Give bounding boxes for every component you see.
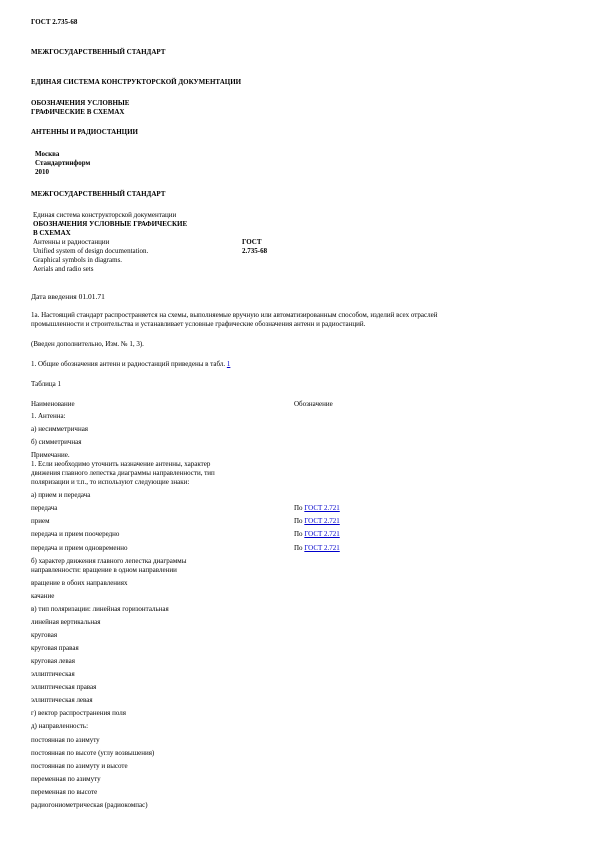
interstate-standard-heading-2: МЕЖГОСУДАРСТВЕННЫЙ СТАНДАРТ [31, 190, 166, 198]
column-header-designation: Обозначение [294, 400, 333, 408]
table-1-link[interactable]: 1 [226, 360, 231, 368]
title-block-line: Антенны и радиостанции [33, 238, 110, 246]
title-block-line: Graphical symbols in diagrams. [33, 256, 123, 264]
table-title: Таблица 1 [31, 380, 61, 388]
row-designation [294, 530, 340, 539]
paragraph-1-text: 1. Общие обозначения антенн и радиостанций приведены в табл. [31, 360, 226, 368]
row-designation [294, 504, 340, 513]
row-name: переменная по азимуту [31, 774, 101, 783]
row-name: эллиптическая правая [31, 683, 97, 692]
row-name: д) направленность: [31, 722, 89, 731]
amendment-note: (Введен дополнительно, Изм. № 1, 3). [31, 340, 144, 348]
row-name: качание [31, 591, 55, 600]
row-name: постоянная по высоте (углу возвышения) [31, 748, 155, 757]
row-name: б) симметричная [31, 438, 82, 447]
row-name: б) характер движения главного лепестка диаграммы [31, 556, 187, 565]
title-block-line: В СХЕМАХ [33, 229, 71, 237]
paragraph-1 [31, 360, 230, 369]
row-name: передача и прием поочередно [31, 530, 120, 539]
row-name: круговая [31, 630, 58, 639]
column-header-name: Наименование [31, 400, 75, 408]
row-name: Примечание. [31, 451, 70, 460]
row-name: круговая правая [31, 644, 79, 653]
gost-label: ГОСТ [242, 238, 262, 246]
row-name: а) несимметричная [31, 425, 89, 434]
title-block-line: ОБОЗНАЧЕНИЯ УСЛОВНЫЕ ГРАФИЧЕСКИЕ [33, 220, 188, 228]
row-name: прием [31, 517, 50, 526]
intro-date: Дата введения 01.01.71 [31, 292, 105, 301]
designation-prefix: По [294, 517, 305, 526]
city: Москва [35, 150, 60, 158]
paragraph-1a-line-2: промышленности и строительства и устанавливает условные графические обозначения антенн и радиостанций. [31, 320, 366, 328]
row-name: передача [31, 504, 58, 513]
row-name: 1. Антенна: [31, 412, 66, 420]
title-block-line: Aerials and radio sets [33, 265, 94, 273]
row-name: движения главного лепестка диаграммы направленности, тип [31, 469, 215, 478]
row-designation [294, 517, 340, 526]
gost-2-721-link[interactable]: ГОСТ 2.721 [304, 517, 340, 526]
designation-prefix: По [294, 530, 305, 539]
paragraph-1a-line-1: 1а. Настоящий стандарт распространяется на схемы, выполняемые вручную или автоматизированным способом, изделий всех отраслей [31, 311, 438, 319]
publisher: Стандартинформ [35, 159, 91, 167]
row-name: круговая левая [31, 657, 75, 666]
gost-2-721-link[interactable]: ГОСТ 2.721 [304, 543, 340, 552]
row-name: линейная вертикальная [31, 617, 101, 626]
row-name: в) тип поляризации: линейная горизонтальная [31, 604, 169, 613]
year: 2010 [35, 168, 49, 176]
gost-number: 2.735-68 [242, 247, 268, 255]
designation-prefix: По [294, 504, 305, 513]
title-block-line: Единая система конструкторской документации [33, 211, 177, 219]
row-name: переменная по высоте [31, 787, 98, 796]
row-name: постоянная по азимуту [31, 735, 100, 744]
row-designation [294, 544, 340, 553]
row-name: постоянная по азимуту и высоте [31, 761, 128, 770]
eskd-heading: ЕДИНАЯ СИСТЕМА КОНСТРУКТОРСКОЙ ДОКУМЕНТАЦИИ [31, 78, 242, 86]
row-name: направленности: вращение в одном направлении [31, 565, 177, 574]
row-name: г) вектор распространения поля [31, 709, 127, 718]
row-name: вращение в обоих направлениях [31, 578, 128, 587]
doc-code: ГОСТ 2.735-68 [31, 18, 78, 26]
row-name: эллиптическая [31, 670, 75, 679]
interstate-standard-heading: МЕЖГОСУДАРСТВЕННЫЙ СТАНДАРТ [31, 48, 166, 56]
title-line-2: ГРАФИЧЕСКИЕ В СХЕМАХ [31, 108, 125, 116]
title-block-line: Unified system of design documentation. [33, 247, 149, 255]
row-name: поляризации и т.п., то используют следующие знаки: [31, 478, 190, 487]
row-name: передача и прием одновременно [31, 543, 128, 552]
gost-2-721-link[interactable]: ГОСТ 2.721 [304, 530, 340, 539]
designation-prefix: По [294, 543, 305, 552]
row-name: а) прием и передача [31, 491, 91, 500]
gost-2-721-link[interactable]: ГОСТ 2.721 [304, 504, 340, 513]
row-name: эллиптическая левая [31, 696, 93, 705]
row-name: радиогониометрическая (радиокомпас) [31, 800, 148, 809]
title-line-1: ОБОЗНАЧЕНИЯ УСЛОВНЫЕ [31, 99, 130, 107]
subtitle: АНТЕННЫ И РАДИОСТАНЦИИ [31, 128, 138, 136]
row-name: 1. Если необходимо уточнить назначение антенны, характер [31, 460, 211, 469]
